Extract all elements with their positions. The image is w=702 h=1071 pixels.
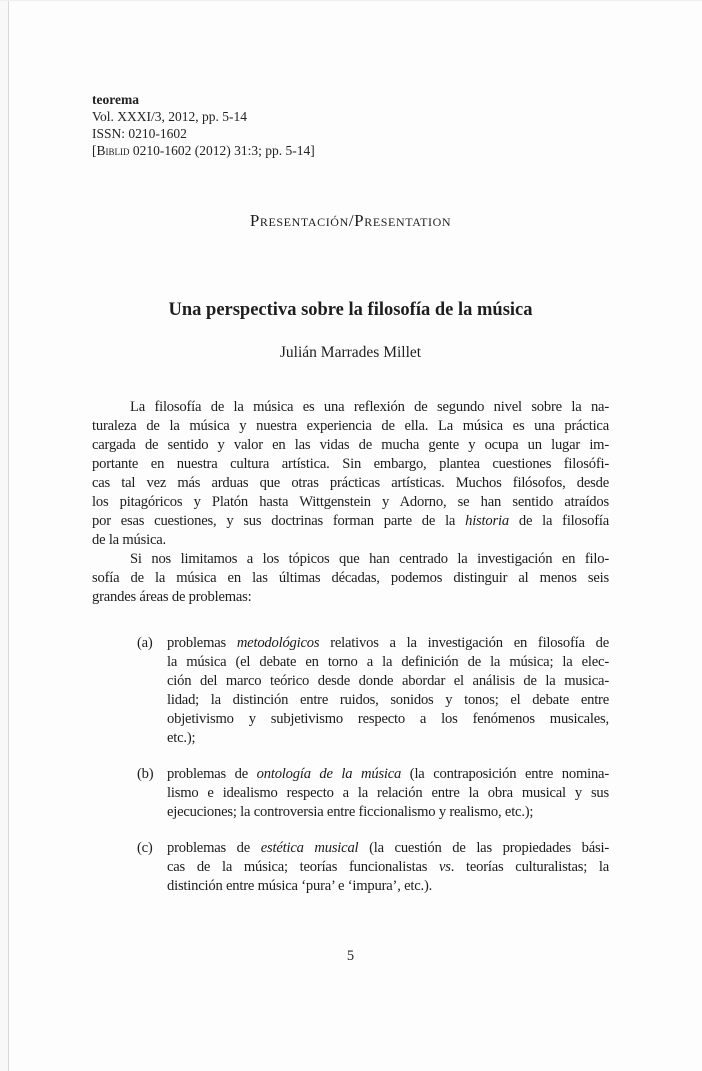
- article-body: [92, 398, 609, 896]
- text-run: grandes áreas de problemas:: [92, 589, 252, 605]
- text-line: [167, 710, 609, 729]
- list-item-lines: [167, 634, 609, 748]
- text-run: problemas de: [167, 766, 257, 782]
- text-run: de la filosofía: [508, 513, 609, 529]
- paragraph: [92, 398, 609, 550]
- list-item-marker: (c): [137, 840, 153, 856]
- text-run: objetivismo y subjetivismo respecto a los fenómenos musicales,: [167, 711, 609, 727]
- text-run: lidad; la distinción entre ruidos, sonidos y tonos; el debate entre: [167, 692, 609, 708]
- text-run: la música (el debate en torno a la definición de la música; la elec-: [167, 654, 609, 670]
- journal-volume-line: Vol. XXXI/3, 2012, pp. 5-14: [92, 109, 247, 124]
- text-line: [167, 653, 609, 672]
- section-heading: Presentación/Presentation: [249, 211, 452, 230]
- text-run: los pitagóricos y Platón hasta Wittgenstein y Adorno, se han sentido atraídos: [92, 494, 609, 510]
- text-run: cas tal vez más arduas que otras prácticas artísticas. Muchos filósofos, desde: [92, 475, 609, 491]
- text-run: relativos a la investigación en filosofía de: [319, 635, 609, 651]
- text-line: [167, 877, 609, 896]
- list-item-marker: (a): [137, 635, 153, 651]
- text-run: problemas: [167, 635, 237, 651]
- list-item-lines: [167, 765, 609, 822]
- problem-list: [92, 634, 609, 896]
- page-content: [92, 0, 609, 896]
- body-paragraphs: [92, 398, 609, 607]
- text-line: [92, 550, 609, 569]
- text-run: cargada de sentido y valor en las vidas de mucha gente y ocupa un lugar im-: [92, 437, 609, 453]
- text-run: ción del marco teórico desde donde abordar el análisis de la musica-: [167, 673, 609, 689]
- biblid-label: Biblid: [96, 143, 130, 158]
- text-line: [167, 839, 609, 858]
- text-line: [92, 531, 609, 550]
- list-item: [137, 634, 609, 748]
- text-line: [92, 512, 609, 531]
- text-run: de la música.: [92, 532, 166, 548]
- scan-edge-line: [8, 0, 9, 1071]
- text-line: [167, 858, 609, 877]
- scan-edge-strip: [0, 0, 8, 1071]
- text-run: portante en nuestra cultura artística. Sin embargo, plantea cuestiones filosófi-: [92, 456, 609, 472]
- list-item-lines: [167, 839, 609, 896]
- text-run: sofía de la música en las últimas décadas, podemos distinguir al menos seis: [92, 570, 609, 586]
- text-run: ejecuciones; la controversia entre ficcionalismo y realismo, etc.);: [167, 804, 534, 820]
- text-run: (la cuestión de las propiedades bási-: [358, 840, 609, 856]
- article-title: Una perspectiva sobre la filosofía de la música: [168, 300, 533, 320]
- text-line: [167, 691, 609, 710]
- biblid-rest: 0210-1602 (2012) 31:3; pp. 5-14]: [129, 143, 315, 158]
- text-line: [167, 634, 609, 653]
- paragraph: [92, 550, 609, 607]
- text-line: [92, 436, 609, 455]
- text-run: distinción entre música ‘pura’ e ‘impura’, etc.).: [167, 878, 433, 894]
- text-line: [92, 493, 609, 512]
- list-item-marker: (b): [137, 766, 154, 782]
- italic-run: estética musical: [260, 840, 359, 856]
- text-line: [92, 569, 609, 588]
- text-line: [92, 588, 609, 607]
- journal-header: [92, 91, 609, 159]
- text-run: cas de la música; teorías funcionalistas: [167, 859, 440, 875]
- text-run: por esas cuestiones, y sus doctrinas forman parte de la: [92, 513, 466, 529]
- journal-issn-line: ISSN: 0210-1602: [92, 126, 187, 141]
- text-line: [92, 455, 609, 474]
- text-run: (la contraposición entre nomina-: [401, 766, 609, 782]
- text-line: [167, 672, 609, 691]
- text-run: Si nos limitamos a los tópicos que han centrado la investigación en filo-: [130, 551, 609, 567]
- article-author: Julián Marrades Millet: [279, 344, 422, 361]
- journal-name: teorema: [92, 92, 139, 107]
- italic-run: vs: [439, 859, 451, 875]
- list-item: [137, 765, 609, 822]
- text-line: [167, 729, 609, 748]
- italic-run: ontología de la música: [256, 766, 402, 782]
- text-line: [92, 417, 609, 436]
- text-run: lismo e idealismo respecto a la relación entre la obra musical y sus: [167, 785, 609, 801]
- text-line: [167, 765, 609, 784]
- text-run: La filosofía de la música es una reflexión de segundo nivel sobre la na-: [130, 399, 609, 415]
- text-run: . teorías culturalistas; la: [450, 859, 609, 875]
- list-item: [137, 839, 609, 896]
- text-line: [167, 803, 609, 822]
- text-line: [92, 398, 609, 417]
- text-run: problemas de: [167, 840, 261, 856]
- text-run: etc.);: [167, 730, 196, 746]
- text-line: [92, 474, 609, 493]
- italic-run: metodológicos: [236, 635, 320, 651]
- biblid-open-bracket: [: [92, 143, 97, 158]
- journal-biblid-line: [92, 142, 609, 159]
- page-number: 5: [346, 948, 355, 964]
- text-run: turaleza de la música y nuestra experiencia de ella. La música es una práctica: [92, 418, 609, 434]
- italic-run: historia: [465, 513, 509, 529]
- text-line: [167, 784, 609, 803]
